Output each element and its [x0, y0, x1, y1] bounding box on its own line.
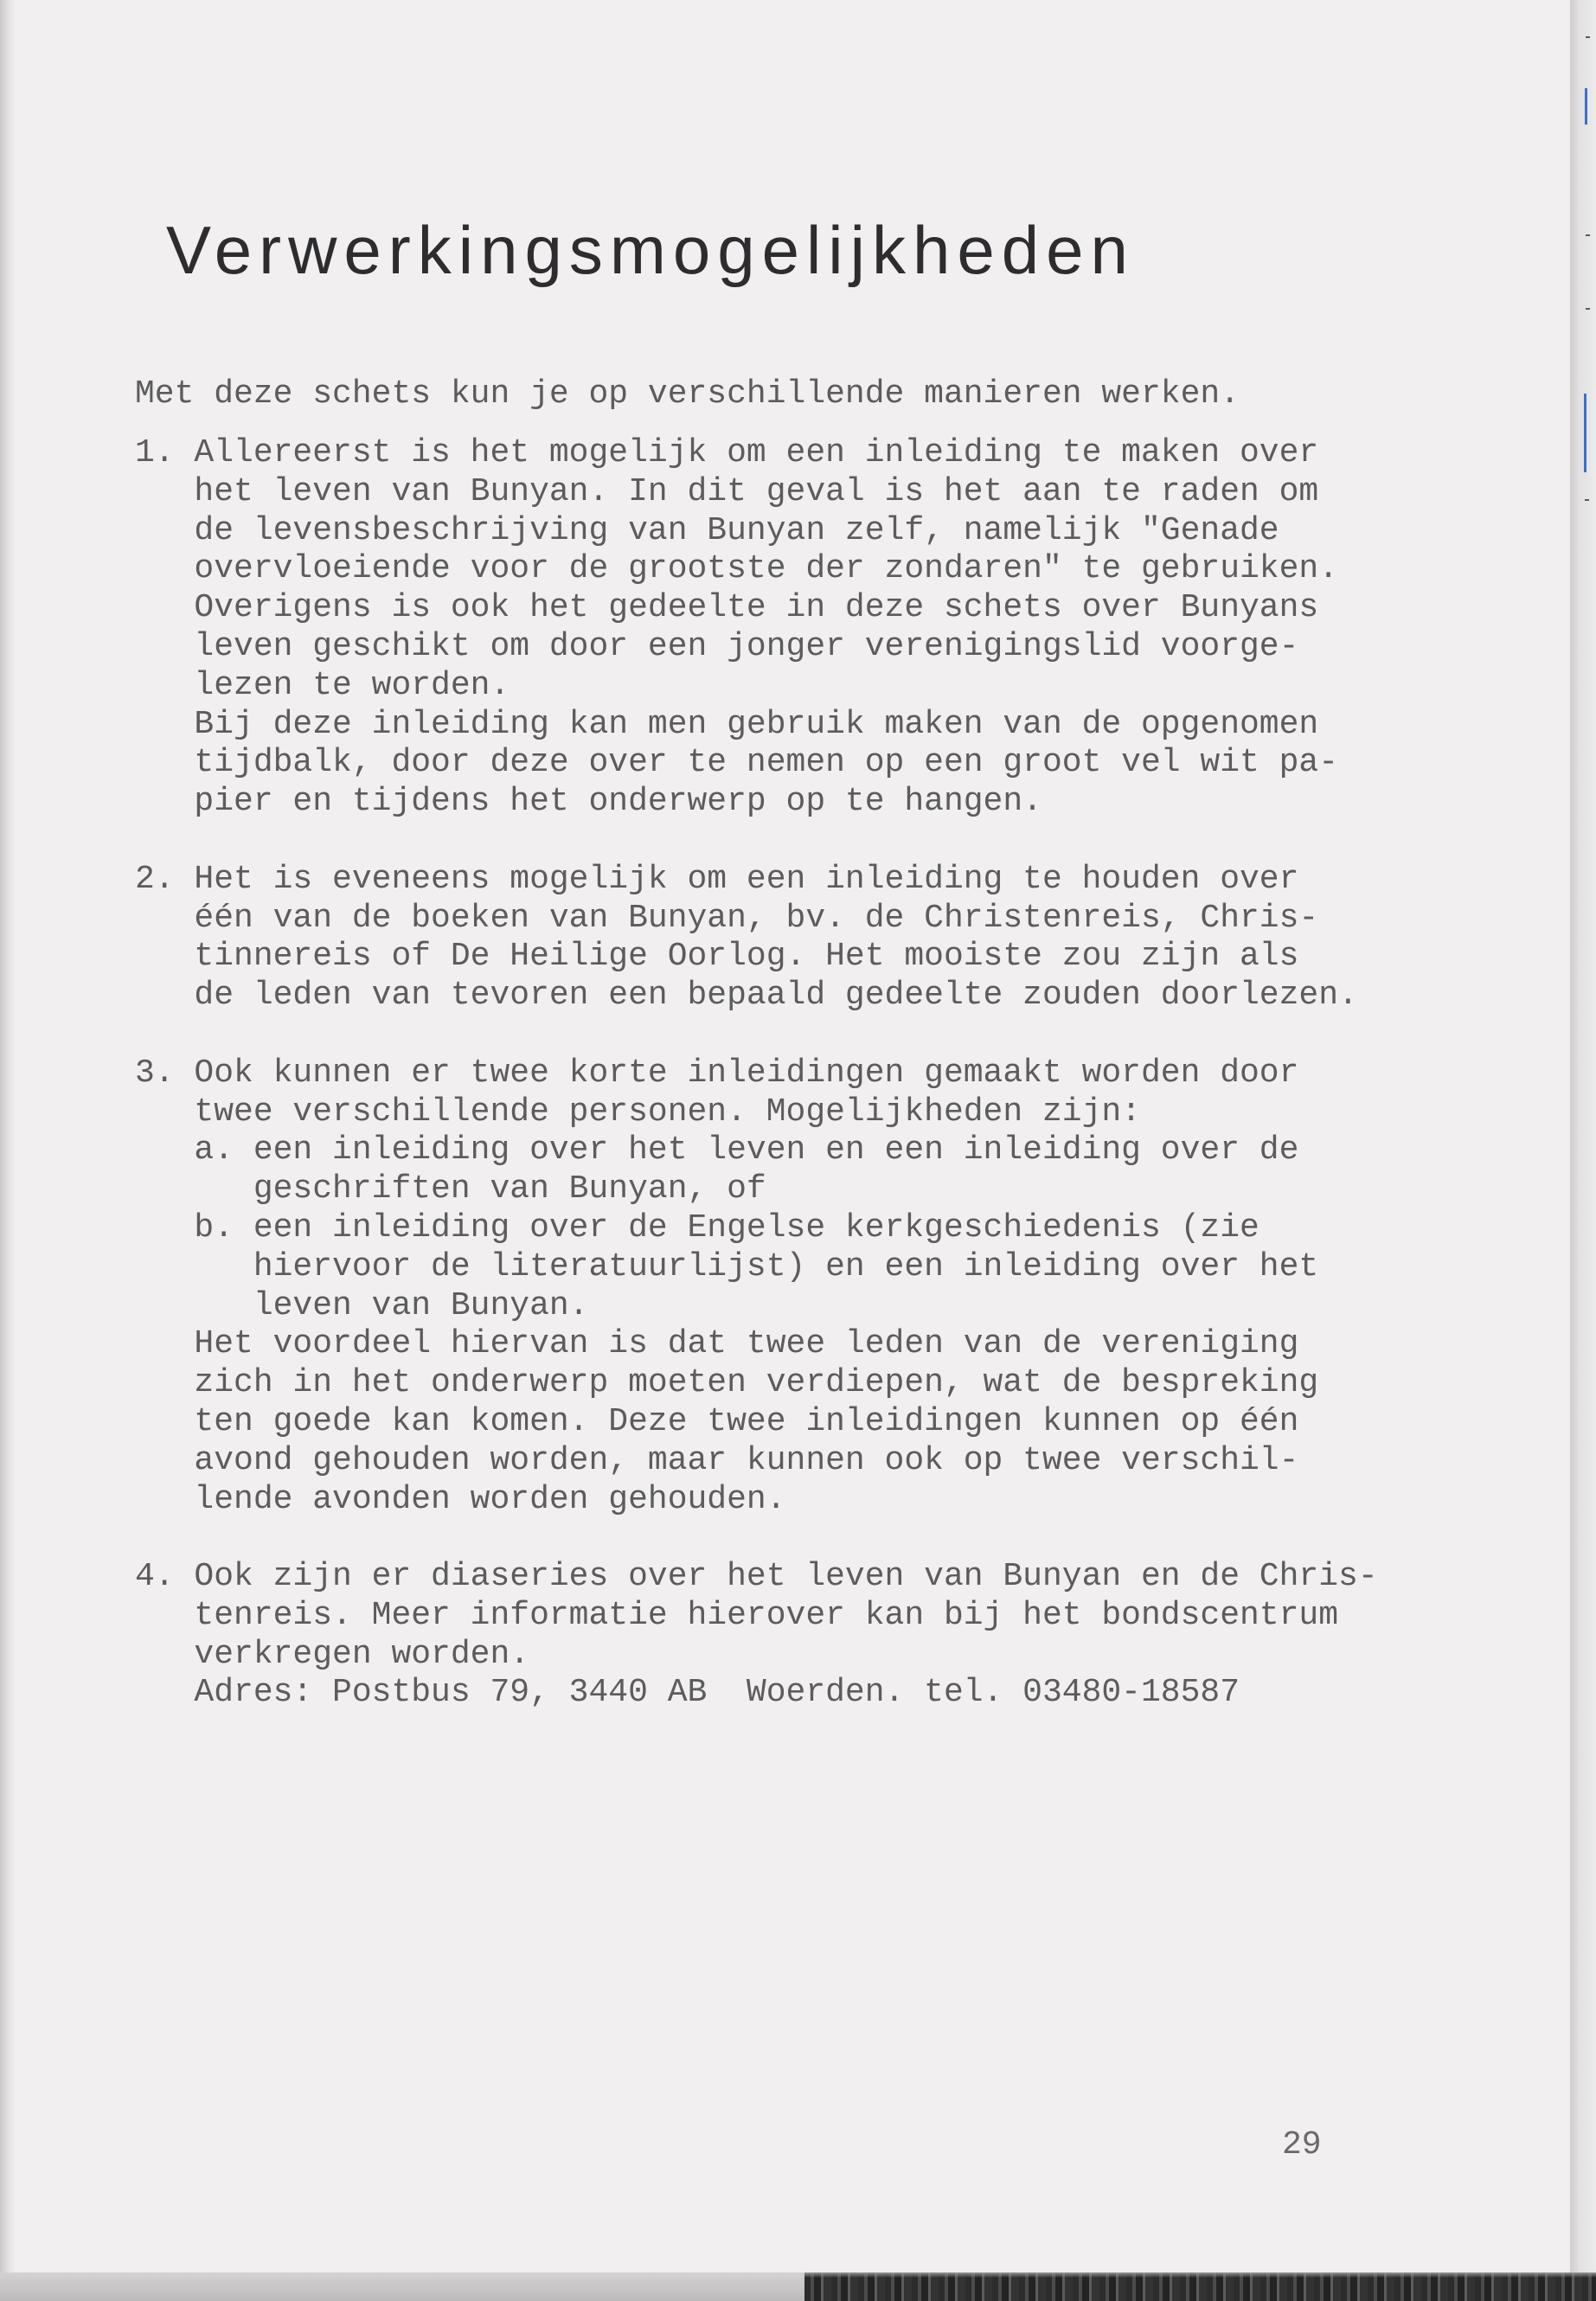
page-edge-left [0, 0, 16, 2272]
page-title: Verwerkingsmogelijkheden [166, 212, 1135, 288]
list-item-3 [135, 1054, 1536, 1520]
text-line: lende avonden worden gehouden. [194, 1480, 786, 1518]
text-line: verkregen worden. [194, 1635, 530, 1673]
text-line: het leven van Bunyan. In dit geval is het aan te raden om [194, 472, 1319, 510]
text-line: geschriften van Bunyan, of [253, 1170, 766, 1208]
subitem-a [194, 1131, 1536, 1209]
body-text [135, 375, 1536, 1713]
page-edge-right [1570, 0, 1596, 2272]
scan-bottom-band-light [0, 2272, 804, 2301]
address-line: Adres: Postbus 79, 3440 AB Woerden. tel. 03480-18587 [194, 1674, 1240, 1712]
text-line: de leden van tevoren een bepaald gedeelte zouden doorlezen. [194, 977, 1358, 1015]
text-line: zich in het onderwerp moeten verdiepen, wat de bespreking [194, 1364, 1319, 1402]
text-line: leven van Bunyan. [253, 1286, 589, 1324]
subitem-label: b. [194, 1208, 234, 1247]
text-line: avond gehouden worden, maar kunnen ook op twee verschil- [194, 1441, 1299, 1479]
list-item-2 [135, 861, 1536, 1016]
text-line: lezen te worden. [194, 666, 510, 704]
text-line: pier en tijdens het onderwerp op te hangen. [194, 783, 1042, 821]
scan-edge-mark [1586, 36, 1590, 38]
subitem-label: a. [194, 1131, 234, 1170]
text-line: Ook kunnen er twee korte inleidingen gemaakt worden door [194, 1054, 1299, 1092]
scan-edge-mark [1584, 394, 1586, 472]
text-line: Het voordeel hiervan is dat twee leden van de vereniging [194, 1325, 1299, 1363]
text-line: hiervoor de literatuurlijst) en een inleiding over het [253, 1247, 1319, 1285]
text-line: Ook zijn er diaseries over het leven van Bunyan en de Chris- [194, 1558, 1378, 1596]
text-line: de levensbeschrijving van Bunyan zelf, namelijk "Genade [194, 511, 1279, 549]
scan-edge-mark [1586, 234, 1590, 236]
scan-edge-mark [1585, 88, 1587, 125]
item-number: 4. [135, 1558, 175, 1596]
text-line: tinnereis of De Heilige Oorlog. Het mooiste zou zijn als [194, 938, 1299, 976]
text-line: een inleiding over de Engelse kerkgeschiedenis (zie [253, 1208, 1259, 1247]
text-line: ten goede kan komen. Deze twee inleidingen kunnen op één [194, 1402, 1299, 1440]
scan-edge-mark [1586, 308, 1590, 310]
text-line: een inleiding over het leven en een inleiding over de [253, 1131, 1299, 1170]
item-number: 1. [135, 433, 175, 471]
list-item-1 [135, 434, 1536, 822]
page-number: 29 [1282, 2126, 1322, 2163]
scan-edge-mark [1585, 499, 1589, 501]
text-line: leven geschikt om door een jonger verenigingslid voorge- [194, 627, 1299, 665]
item-number: 3. [135, 1054, 175, 1092]
text-line: tijdbalk, door deze over te nemen op een groot vel wit pa- [194, 744, 1339, 782]
text-line: Overigens is ook het gedeelte in deze schets over Bunyans [194, 589, 1319, 627]
text-line: één van de boeken van Bunyan, bv. de Christenreis, Chris- [194, 899, 1319, 937]
scan-bottom-band-dark [804, 2272, 1596, 2301]
list-item-4 [135, 1558, 1536, 1713]
text-line: Allereerst is het mogelijk om een inleiding te maken over [194, 433, 1319, 471]
item-number: 2. [135, 860, 175, 898]
text-line: twee verschillende personen. Mogelijkheden zijn: [194, 1093, 1141, 1131]
text-line: Bij deze inleiding kan men gebruik maken van de opgenomen [194, 705, 1319, 743]
subitem-b [194, 1209, 1536, 1325]
text-line: Het is eveneens mogelijk om een inleiding te houden over [194, 860, 1299, 898]
intro-paragraph: Met deze schets kun je op verschillende manieren werken. [135, 375, 1240, 413]
text-line: tenreis. Meer informatie hierover kan bij het bondscentrum [194, 1596, 1339, 1634]
text-line: overvloeiende voor de grootste der zondaren" te gebruiken. [194, 550, 1339, 588]
